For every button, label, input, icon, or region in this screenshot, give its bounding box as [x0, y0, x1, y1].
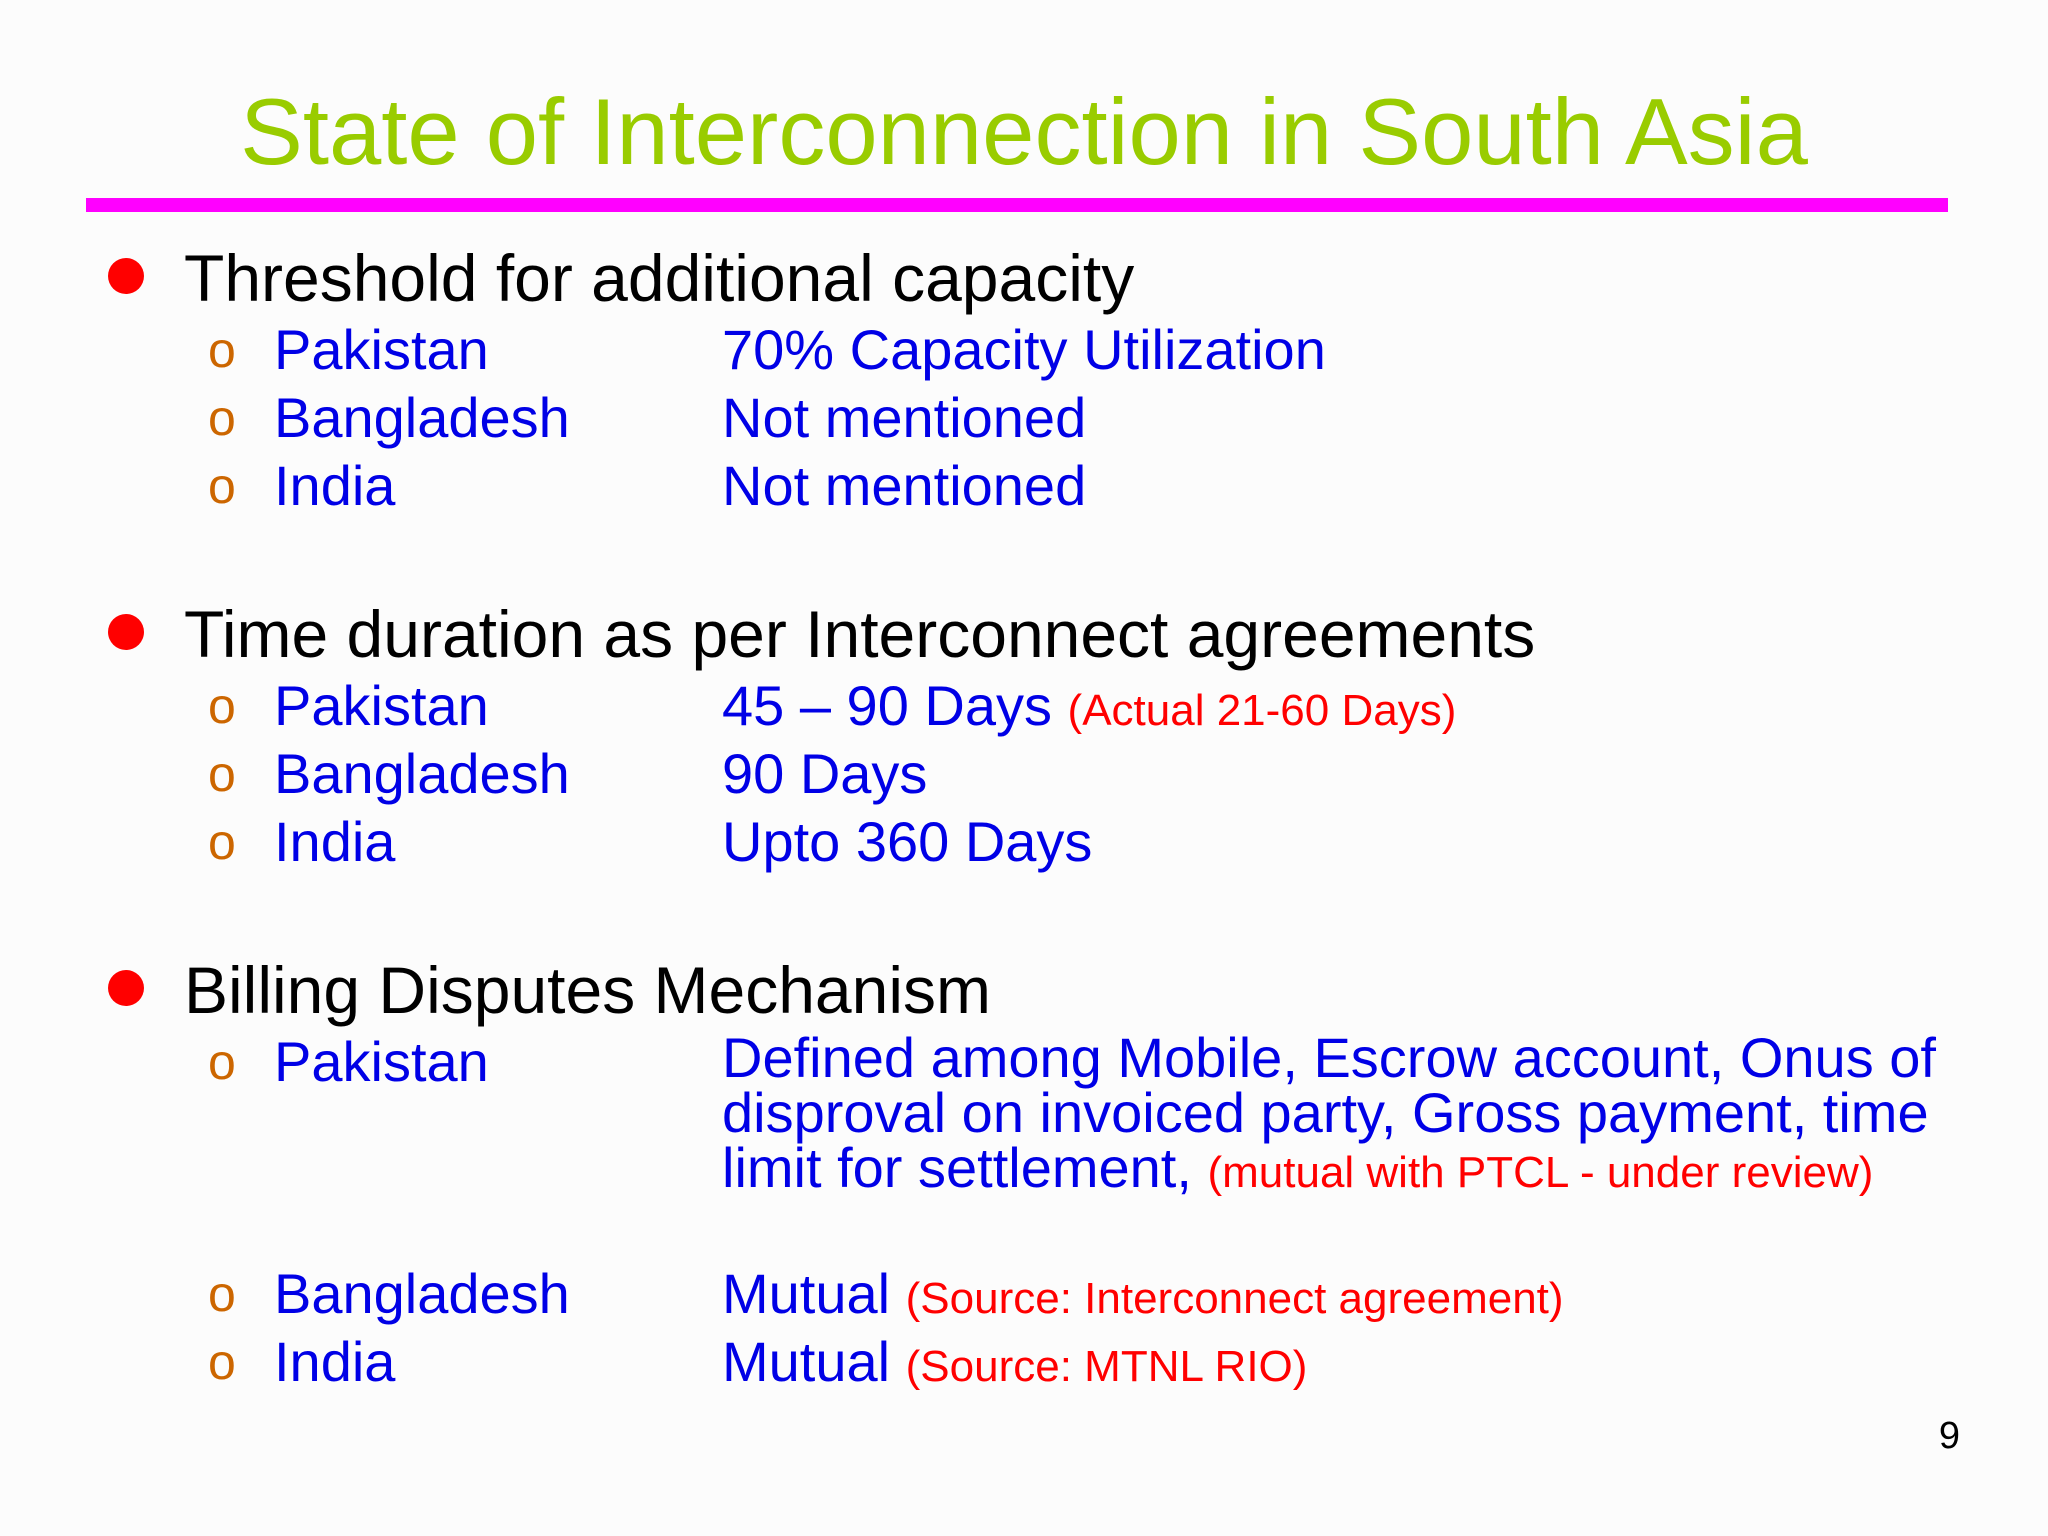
red-note: (mutual with PTCL - under review) [1207, 1148, 1874, 1197]
slide-title: State of Interconnection in South Asia [240, 79, 1808, 184]
sub-bullet-icon: o [208, 322, 236, 378]
sub-bullet-icon: o [208, 1034, 236, 1090]
country-value [722, 808, 1962, 876]
red-note: (Source: MTNL RIO) [905, 1342, 1308, 1391]
title-underline [86, 198, 1948, 212]
value-text: Mutual [722, 1262, 891, 1325]
sub-bullet-icon: o [208, 814, 236, 870]
red-note: (Source: Interconnect agreement) [905, 1274, 1564, 1323]
country-value [722, 740, 1962, 808]
country-value [722, 672, 1962, 745]
sub-bullet-icon: o [208, 678, 236, 734]
list-item [0, 452, 2048, 520]
country-list [0, 1028, 2048, 1396]
value-text: Not mentioned [722, 386, 1087, 449]
country-label: India [274, 1330, 396, 1393]
value-text: Mutual [722, 1330, 891, 1393]
country-label: Pakistan [274, 674, 489, 737]
list-item [0, 1028, 2048, 1260]
red-note: (Actual 21-60 Days) [1067, 686, 1457, 735]
section-heading-text: Billing Disputes Mechanism [184, 953, 991, 1027]
bullet-dot-icon [108, 258, 144, 294]
value-text: Defined among Mobile, Escrow account, Onus of disproval on invoiced party, Gross payment, time limit for settlement, [722, 1026, 1936, 1199]
country-list [0, 316, 2048, 520]
section-heading-text: Threshold for additional capacity [184, 241, 1135, 315]
sub-bullet-icon: o [208, 458, 236, 514]
sub-bullet-icon: o [208, 390, 236, 446]
list-item [0, 316, 2048, 384]
section-heading-text: Time duration as per Interconnect agreements [184, 597, 1536, 671]
bullet-dot-icon [108, 614, 144, 650]
value-text: 70% Capacity Utilization [722, 318, 1326, 381]
page-number: 9 [1938, 1415, 1960, 1457]
sub-bullet-icon: o [208, 746, 236, 802]
country-value [722, 1328, 1962, 1401]
country-value [722, 1026, 1962, 1200]
bullet-dot-icon [108, 970, 144, 1006]
country-label: India [274, 454, 396, 517]
country-value [722, 452, 1962, 520]
country-label: India [274, 810, 396, 873]
value-text: 45 – 90 Days [722, 674, 1052, 737]
country-value [722, 384, 1962, 452]
sub-bullet-icon: o [208, 1266, 236, 1322]
country-list [0, 672, 2048, 876]
country-value [722, 1260, 1962, 1333]
list-item [0, 672, 2048, 740]
country-label: Bangladesh [274, 386, 570, 449]
list-item [0, 1260, 2048, 1328]
country-label: Pakistan [274, 1030, 489, 1093]
list-item [0, 808, 2048, 876]
list-item [0, 384, 2048, 452]
value-text: Upto 360 Days [722, 810, 1093, 873]
country-value [722, 316, 1962, 384]
value-text: Not mentioned [722, 454, 1087, 517]
country-label: Pakistan [274, 318, 489, 381]
sub-bullet-icon: o [208, 1334, 236, 1390]
country-label: Bangladesh [274, 1262, 570, 1325]
value-text: 90 Days [722, 742, 928, 805]
list-item [0, 1328, 2048, 1396]
list-item [0, 740, 2048, 808]
country-label: Bangladesh [274, 742, 570, 805]
